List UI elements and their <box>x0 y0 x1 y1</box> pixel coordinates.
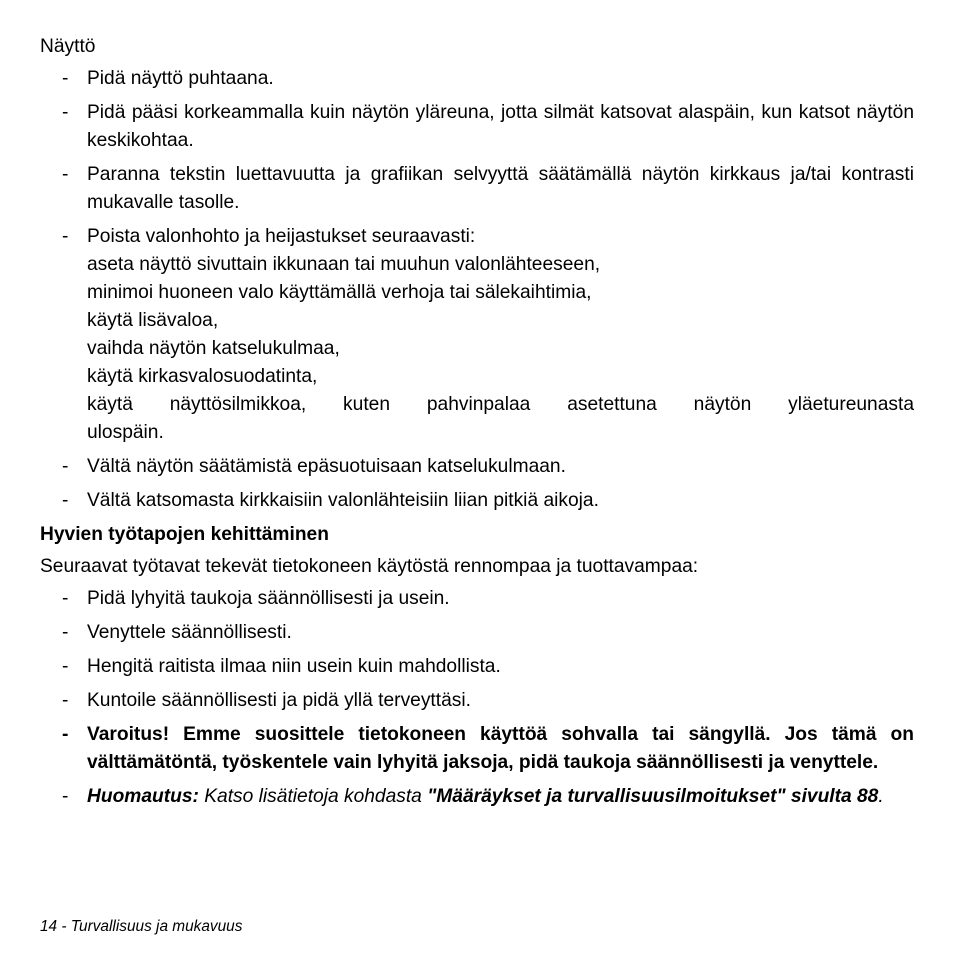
glare-line: käytä näyttösilmikkoa, kuten pahvinpalaa asetettuna näytön yläetureunasta <box>87 394 914 415</box>
list-item <box>40 619 914 647</box>
note-item <box>40 783 914 811</box>
list-item <box>40 161 914 217</box>
page-footer: 14 - Turvallisuus ja mukavuus <box>40 918 243 935</box>
document-page <box>40 33 914 817</box>
display-list <box>40 65 914 515</box>
note-text: Katso lisätietoja kohdasta <box>198 786 428 807</box>
list-item <box>40 65 914 93</box>
list-item-text: Pidä lyhyitä taukoja säännöllisesti ja usein. <box>87 588 450 609</box>
bullet-dash: - <box>62 786 69 807</box>
bullet-dash: - <box>62 456 69 477</box>
glare-line: vaihda näytön katselukulmaa, <box>87 338 340 359</box>
bullet-dash: - <box>62 102 69 123</box>
section-title-display: Näyttö <box>40 36 96 57</box>
glare-intro: Poista valonhohto ja heijastukset seuraavasti: <box>87 226 476 247</box>
note-end: . <box>878 786 884 807</box>
note-label: Huomautus: <box>87 786 199 807</box>
bullet-dash: - <box>62 164 69 185</box>
bullet-dash: - <box>62 656 69 677</box>
glare-line: ulospäin. <box>87 422 164 443</box>
bullet-dash: - <box>62 622 69 643</box>
bullet-dash: - <box>62 226 69 247</box>
bullet-dash: - <box>62 588 69 609</box>
list-item-text: Venyttele säännöllisesti. <box>87 622 292 643</box>
habits-list <box>40 585 914 811</box>
habits-intro: Seuraavat työtavat tekevät tietokoneen käytöstä rennompaa ja tuottavampaa: <box>40 556 699 577</box>
bullet-dash: - <box>62 490 69 511</box>
glare-line: käytä kirkasvalosuodatinta, <box>87 366 318 387</box>
list-item <box>40 653 914 681</box>
list-item <box>40 99 914 155</box>
list-item-text: Vältä näytön säätämistä epäsuotuisaan katselukulmaan. <box>87 456 566 477</box>
list-item-text: Pidä pääsi korkeammalla kuin näytön yläreuna, jotta silmät katsovat alaspäin, kun katsot näytön keskikohtaa. <box>87 102 914 151</box>
warning-item <box>40 721 914 777</box>
list-item <box>40 487 914 515</box>
list-item-text: Kuntoile säännöllisesti ja pidä yllä terveyttäsi. <box>87 690 471 711</box>
bullet-dash: - <box>62 68 69 89</box>
bullet-dash: - <box>62 724 69 745</box>
list-item-text: Hengitä raitista ilmaa niin usein kuin mahdollista. <box>87 656 501 677</box>
warning-text: Varoitus! Emme suosittele tietokoneen käyttöä sohvalla tai sängyllä. Jos tämä on välttämätöntä, työskentele vain lyhyitä jaksoja, pidä taukoja säännöllisesti ja venyttele. <box>87 724 914 773</box>
section-heading-habits: Hyvien työtapojen kehittäminen <box>40 524 329 545</box>
glare-line: käytä lisävaloa, <box>87 310 219 331</box>
list-item-text: Vältä katsomasta kirkkaisiin valonlähteisiin liian pitkiä aikoja. <box>87 490 599 511</box>
list-item-text: Pidä näyttö puhtaana. <box>87 68 274 89</box>
list-item <box>40 585 914 613</box>
note-reference-link: "Määräykset ja turvallisuusilmoitukset" sivulta 88 <box>427 786 879 807</box>
list-item <box>40 453 914 481</box>
bullet-dash: - <box>62 690 69 711</box>
list-item-text: Paranna tekstin luettavuutta ja grafiikan selvyyttä säätämällä näytön kirkkaus ja/tai kontrasti mukavalle tasolle. <box>87 164 914 213</box>
glare-line: minimoi huoneen valo käyttämällä verhoja tai sälekaihtimia, <box>87 282 592 303</box>
list-item-glare <box>40 223 914 447</box>
list-item <box>40 687 914 715</box>
glare-line: aseta näyttö sivuttain ikkunaan tai muuhun valonlähteeseen, <box>87 254 601 275</box>
